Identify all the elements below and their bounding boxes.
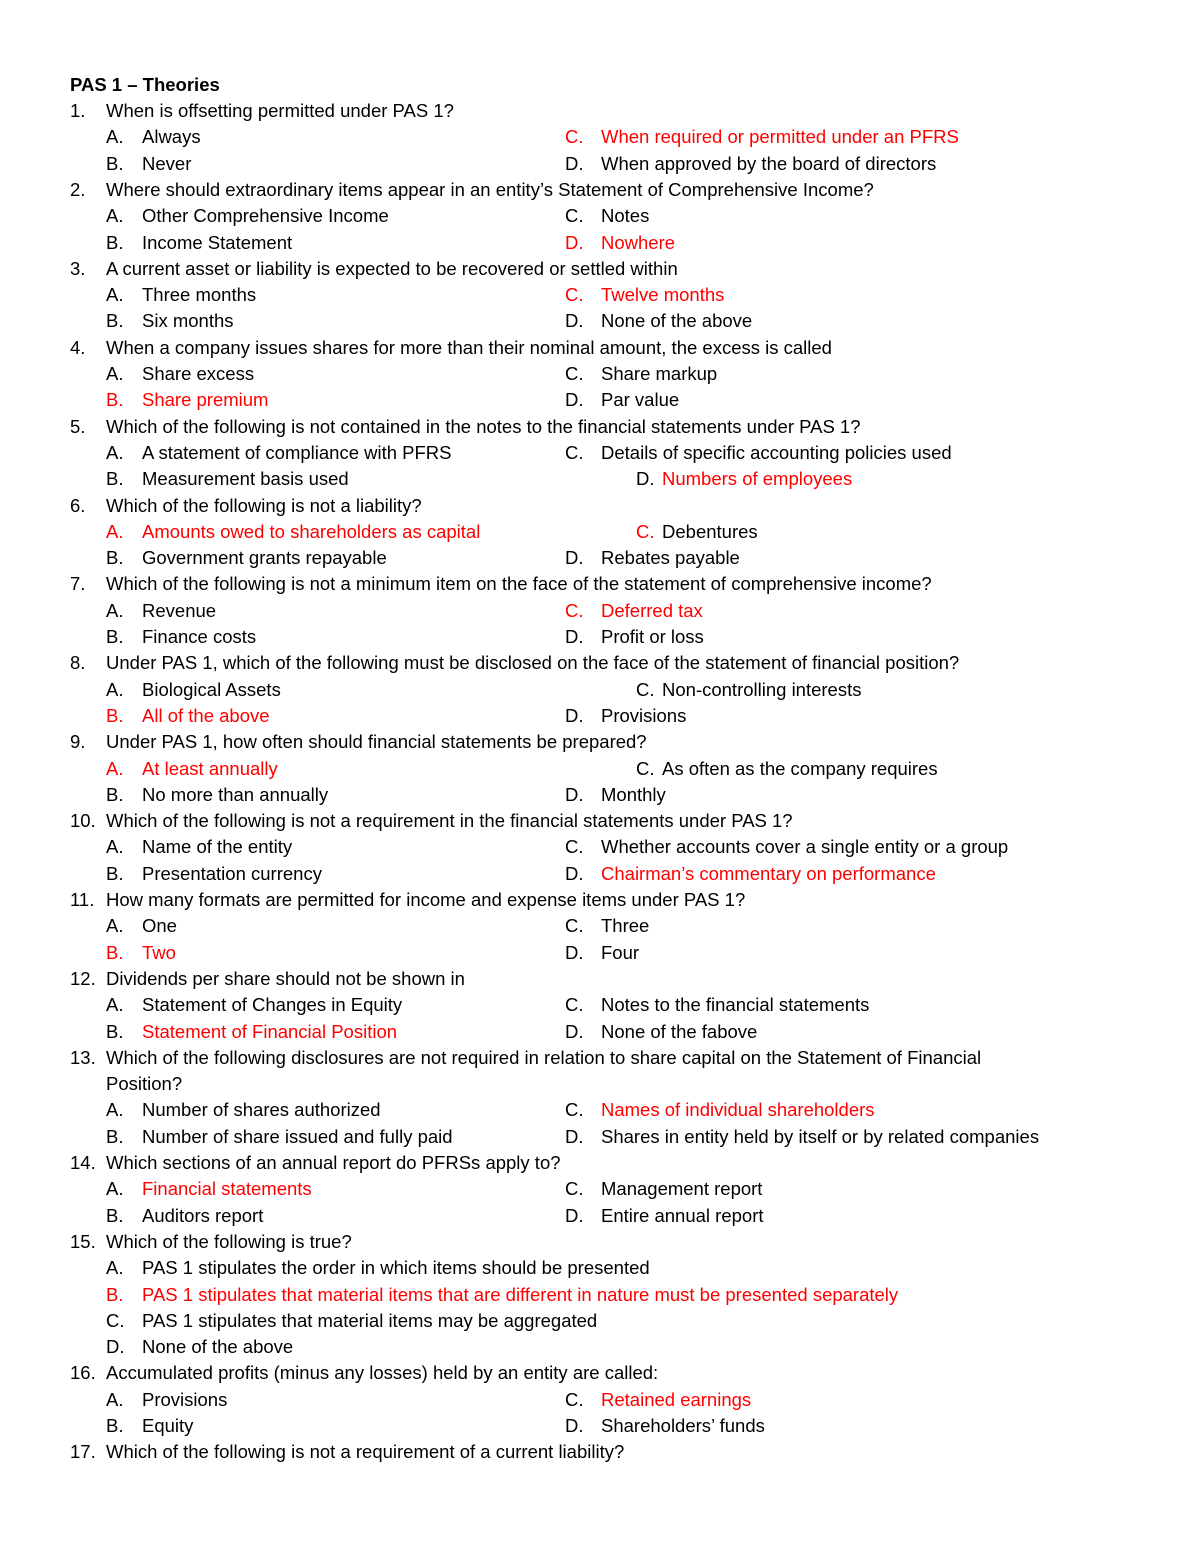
answer-option: [565, 203, 649, 229]
question-6: [0, 493, 1200, 519]
option-text: When required or permitted under an PFRS: [601, 126, 959, 148]
question-10: [0, 808, 1200, 834]
answer-option: [106, 624, 256, 650]
answer-option: [565, 387, 679, 413]
answer-option: [565, 703, 686, 729]
answer-option: [565, 124, 959, 150]
option-letter: D.: [565, 1204, 584, 1226]
option-letter: A.: [106, 915, 124, 937]
option-letter: D.: [565, 704, 584, 726]
answer-option: [106, 940, 176, 966]
option-row: [0, 1124, 1200, 1150]
answer-option: [106, 466, 349, 492]
answer-option: [565, 1097, 875, 1123]
question-15: [0, 1229, 1200, 1255]
option-letter: A.: [106, 363, 124, 384]
answer-option: [106, 1097, 381, 1123]
option-text: Income Statement: [142, 231, 293, 253]
option-text: Shareholders’ funds: [601, 1415, 765, 1436]
question-text: When a company issues shares for more than their nominal amount, the excess is called: [106, 336, 832, 358]
option-text: Debentures: [662, 520, 758, 542]
question-number: 14.: [70, 1152, 96, 1173]
question-text: Dividends per share should not be shown in: [106, 967, 465, 989]
option-row: [0, 1308, 1200, 1334]
option-text: Presentation currency: [142, 862, 322, 884]
option-letter: D.: [565, 783, 584, 805]
answer-option: [636, 756, 938, 782]
question-text: Which of the following is true?: [106, 1230, 352, 1252]
option-letter: A.: [106, 1388, 124, 1410]
option-text: Statement of Financial Position: [142, 1020, 398, 1042]
option-text: Shares in entity held by itself or by related companies: [601, 1125, 1040, 1147]
answer-option: [106, 1308, 597, 1334]
option-row: [0, 466, 1200, 492]
option-letter: A.: [106, 599, 124, 621]
option-letter: B.: [106, 468, 124, 490]
option-letter: B.: [106, 231, 124, 253]
option-letter: A.: [106, 678, 124, 700]
question-12: [0, 966, 1200, 992]
answer-option: [106, 545, 387, 571]
answer-option: [565, 940, 639, 966]
answer-option: [106, 756, 278, 782]
option-text: Finance costs: [142, 626, 257, 647]
option-text: Retained earnings: [601, 1388, 752, 1410]
answer-option: [106, 203, 389, 229]
option-row: [0, 1255, 1200, 1281]
option-letter: A.: [106, 1099, 124, 1121]
answer-option: [106, 1413, 193, 1439]
option-text: Government grants repayable: [142, 547, 387, 569]
option-letter: C.: [565, 126, 584, 148]
answer-option: [106, 1176, 312, 1202]
question-text: Where should extraordinary items appear in an entity’s Statement of Comprehensive Income?: [106, 178, 874, 200]
answer-option: [106, 1255, 650, 1281]
option-letter: C.: [565, 205, 584, 227]
option-text: Two: [142, 941, 176, 963]
option-letter: C.: [565, 1178, 584, 1200]
option-letter: D.: [565, 547, 584, 569]
question-9: [0, 729, 1200, 755]
option-letter: D.: [565, 389, 584, 411]
answer-option: [565, 545, 740, 571]
option-letter: B.: [106, 152, 124, 174]
question-number: 11.: [70, 889, 95, 910]
answer-option: [106, 440, 452, 466]
answer-option: [106, 308, 234, 334]
question-number: 1.: [70, 100, 86, 121]
option-letter: B.: [106, 1125, 124, 1147]
option-letter: D.: [565, 152, 584, 174]
option-row: [0, 1282, 1200, 1308]
question-number: 13.: [70, 1046, 96, 1068]
question-number: 6.: [70, 494, 86, 516]
option-text: One: [142, 915, 177, 937]
option-text: Management report: [601, 1178, 763, 1200]
option-row: [0, 1334, 1200, 1360]
answer-option: [565, 861, 936, 887]
option-letter: A.: [106, 520, 124, 542]
option-letter: B.: [106, 547, 124, 569]
option-row: [0, 387, 1200, 413]
option-text: Par value: [601, 389, 680, 411]
option-row: [0, 703, 1200, 729]
option-text: Three months: [142, 284, 257, 306]
answer-option: [565, 1387, 751, 1413]
question-14: [0, 1150, 1200, 1176]
option-letter: A.: [106, 1178, 124, 1200]
option-text: Profit or loss: [601, 626, 704, 647]
answer-option: [106, 1387, 227, 1413]
question-text: Accumulated profits (minus any losses) held by an entity are called:: [106, 1362, 659, 1384]
answer-option: [106, 598, 216, 624]
option-row: [0, 545, 1200, 571]
answer-option: [636, 519, 758, 545]
answer-option: [565, 1176, 762, 1202]
option-text: PAS 1 stipulates that material items may be aggregated: [142, 1309, 598, 1331]
answer-option: [106, 1334, 293, 1360]
question-text: When is offsetting permitted under PAS 1?: [106, 100, 454, 121]
option-text: Six months: [142, 310, 234, 332]
question-number: 10.: [70, 810, 96, 832]
option-letter: D.: [565, 231, 584, 253]
question-number: 4.: [70, 336, 86, 358]
question-16: [0, 1360, 1200, 1386]
option-text: When approved by the board of directors: [601, 152, 937, 174]
option-text: Number of shares authorized: [142, 1099, 381, 1121]
option-letter: D.: [565, 1415, 584, 1436]
option-letter: D.: [565, 862, 584, 884]
option-text: Chairman’s commentary on performance: [601, 862, 936, 884]
option-text: Entire annual report: [601, 1204, 764, 1226]
question-text: Under PAS 1, how often should financial statements be prepared?: [106, 731, 647, 753]
answer-option: [106, 230, 292, 256]
question-number: 3.: [70, 257, 86, 279]
option-row: [0, 282, 1200, 308]
option-row: [0, 1176, 1200, 1202]
option-letter: C.: [565, 1388, 584, 1410]
option-text: Notes: [601, 205, 650, 227]
option-letter: C.: [636, 678, 655, 700]
option-text: As often as the company requires: [662, 757, 938, 779]
option-row: [0, 598, 1200, 624]
option-row: [0, 1203, 1200, 1229]
option-letter: C.: [565, 915, 584, 937]
option-letter: C.: [636, 757, 655, 779]
question-text: Which of the following is not a liability?: [106, 494, 422, 516]
option-letter: A.: [106, 836, 124, 858]
option-text: Share premium: [142, 389, 269, 411]
option-row: [0, 756, 1200, 782]
question-number: 15.: [70, 1230, 96, 1252]
question-text: Which of the following is not contained in the notes to the financial statements under PAS 1?: [106, 415, 861, 437]
option-text: Financial statements: [142, 1178, 312, 1200]
option-text: Number of share issued and fully paid: [142, 1125, 453, 1147]
question-number: 12.: [70, 967, 96, 989]
answer-option: [565, 598, 703, 624]
option-text: Name of the entity: [142, 836, 293, 858]
question-2: [0, 177, 1200, 203]
option-row: [0, 308, 1200, 334]
option-text: Revenue: [142, 599, 217, 621]
question-7: [0, 571, 1200, 597]
question-8: [0, 650, 1200, 676]
option-letter: A.: [106, 441, 124, 463]
option-letter: B.: [106, 783, 124, 805]
answer-option: [565, 361, 717, 387]
answer-option: [636, 677, 861, 703]
option-text: Monthly: [601, 783, 666, 805]
option-text: Rebates payable: [601, 547, 740, 569]
option-letter: B.: [106, 310, 124, 332]
question-number: 8.: [70, 652, 86, 674]
option-text: Twelve months: [601, 284, 725, 306]
option-text: Provisions: [601, 704, 687, 726]
option-letter: C.: [106, 1309, 125, 1331]
question-4: [0, 335, 1200, 361]
option-letter: B.: [106, 626, 124, 647]
option-row: [0, 230, 1200, 256]
option-row: [0, 782, 1200, 808]
option-letter: B.: [106, 1283, 124, 1305]
question-number: 2.: [70, 178, 86, 200]
option-row: [0, 203, 1200, 229]
answer-option: [565, 782, 666, 808]
option-letter: A.: [106, 205, 124, 227]
question-text: Which of the following disclosures are not required in relation to share capital on the Statement of Financial: [106, 1046, 982, 1068]
option-letter: C.: [565, 994, 584, 1016]
option-letter: D.: [565, 310, 584, 332]
answer-option: [106, 913, 177, 939]
option-text: Auditors report: [142, 1204, 264, 1226]
option-text: Details of specific accounting policies used: [601, 441, 952, 463]
answer-option: [565, 308, 752, 334]
question-11: [0, 887, 1200, 913]
option-text: Share excess: [142, 363, 255, 384]
option-row: [0, 1387, 1200, 1413]
option-row: [0, 992, 1200, 1018]
option-letter: C.: [636, 520, 655, 542]
option-letter: D.: [565, 941, 584, 963]
option-row: [0, 940, 1200, 966]
option-row: [0, 1097, 1200, 1123]
option-letter: C.: [565, 441, 584, 463]
option-letter: B.: [106, 1415, 124, 1436]
option-text: Numbers of employees: [662, 468, 853, 490]
question-text: Which of the following is not a requirement in the financial statements under PAS 1?: [106, 810, 793, 832]
option-letter: B.: [106, 1204, 124, 1226]
option-text: Amounts owed to shareholders as capital: [142, 520, 481, 542]
option-text: Names of individual shareholders: [601, 1099, 875, 1121]
question-1: [0, 98, 1200, 124]
option-row: [0, 913, 1200, 939]
question-text: A current asset or liability is expected to be recovered or settled within: [106, 257, 678, 279]
option-row: [0, 361, 1200, 387]
answer-option: [106, 1282, 898, 1308]
option-letter: A.: [106, 757, 124, 779]
answer-option: [565, 1203, 764, 1229]
question-13: [0, 1045, 1200, 1071]
option-text: At least annually: [142, 757, 278, 779]
option-row: [0, 1019, 1200, 1045]
answer-option: [106, 1124, 453, 1150]
option-letter: C.: [565, 599, 584, 621]
answer-option: [106, 861, 322, 887]
question-text: Which sections of an annual report do PFRSs apply to?: [106, 1152, 561, 1173]
question-text: Which of the following is not a minimum item on the face of the statement of comprehensive income?: [106, 573, 932, 595]
option-row: [0, 861, 1200, 887]
answer-option: [565, 834, 1008, 860]
option-text: Other Comprehensive Income: [142, 205, 389, 227]
question-number: 9.: [70, 731, 86, 753]
option-row: [0, 1413, 1200, 1439]
question-continuation: [0, 1071, 1200, 1097]
question-number: 5.: [70, 415, 86, 437]
option-text: Notes to the financial statements: [601, 994, 870, 1016]
option-letter: B.: [106, 704, 124, 726]
option-row: [0, 677, 1200, 703]
option-row: [0, 834, 1200, 860]
answer-option: [106, 677, 281, 703]
question-text: Position?: [106, 1073, 183, 1095]
option-text: Deferred tax: [601, 599, 703, 621]
option-letter: C.: [565, 836, 584, 858]
answer-option: [636, 466, 852, 492]
option-text: A statement of compliance with PFRS: [142, 441, 452, 463]
option-letter: B.: [106, 389, 124, 411]
option-row: [0, 624, 1200, 650]
answer-option: [565, 624, 704, 650]
answer-option: [106, 124, 201, 150]
option-row: [0, 124, 1200, 150]
answer-option: [106, 834, 292, 860]
option-text: Nowhere: [601, 231, 676, 253]
option-letter: C.: [565, 284, 584, 306]
option-text: Non-controlling interests: [662, 678, 862, 700]
option-text: Always: [142, 126, 201, 148]
question-3: [0, 256, 1200, 282]
answer-option: [565, 1019, 757, 1045]
answer-option: [106, 703, 270, 729]
question-text: Which of the following is not a requirement of a current liability?: [106, 1441, 625, 1463]
option-text: Share markup: [601, 363, 718, 384]
option-text: Biological Assets: [142, 678, 281, 700]
option-text: No more than annually: [142, 783, 329, 805]
option-text: None of the above: [601, 310, 753, 332]
option-text: Three: [601, 915, 650, 937]
option-text: PAS 1 stipulates the order in which items should be presented: [142, 1257, 650, 1279]
option-letter: C.: [565, 1099, 584, 1121]
option-letter: A.: [106, 284, 124, 306]
answer-option: [565, 151, 936, 177]
answer-option: [565, 1124, 1039, 1150]
question-number: 16.: [70, 1362, 96, 1384]
answer-option: [565, 1413, 765, 1439]
answer-option: [106, 782, 328, 808]
option-letter: C.: [565, 363, 584, 384]
option-text: None of the above: [142, 1336, 294, 1358]
answer-option: [565, 992, 869, 1018]
option-text: Four: [601, 941, 640, 963]
answer-option: [565, 230, 675, 256]
option-letter: B.: [106, 1020, 124, 1042]
option-letter: B.: [106, 862, 124, 884]
answer-option: [565, 440, 952, 466]
option-row: [0, 151, 1200, 177]
answer-option: [106, 361, 254, 387]
option-letter: A.: [106, 126, 124, 148]
question-5: [0, 414, 1200, 440]
option-text: Statement of Changes in Equity: [142, 994, 403, 1016]
option-text: Measurement basis used: [142, 468, 349, 490]
option-letter: B.: [106, 941, 124, 963]
answer-option: [106, 387, 268, 413]
option-row: [0, 519, 1200, 545]
answer-option: [106, 282, 256, 308]
option-letter: A.: [106, 994, 124, 1016]
answer-option: [106, 992, 402, 1018]
question-text: Under PAS 1, which of the following must be disclosed on the face of the statement of financial position?: [106, 652, 960, 674]
answer-option: [565, 913, 649, 939]
question-17: [0, 1439, 1200, 1465]
option-letter: D.: [565, 1020, 584, 1042]
question-number: 7.: [70, 573, 86, 595]
option-letter: D.: [106, 1336, 125, 1358]
option-text: Whether accounts cover a single entity or a group: [601, 836, 1009, 858]
answer-option: [565, 282, 724, 308]
option-text: None of the fabove: [601, 1020, 758, 1042]
option-letter: D.: [565, 1125, 584, 1147]
answer-option: [106, 1019, 397, 1045]
option-row: [0, 440, 1200, 466]
option-text: Equity: [142, 1415, 194, 1436]
answer-option: [106, 151, 191, 177]
option-letter: A.: [106, 1257, 124, 1279]
question-text: How many formats are permitted for income and expense items under PAS 1?: [106, 889, 746, 910]
page-title: PAS 1 – Theories: [70, 74, 220, 95]
option-letter: D.: [565, 626, 584, 647]
option-text: Provisions: [142, 1388, 228, 1410]
option-text: PAS 1 stipulates that material items that are different in nature must be presented separately: [142, 1283, 899, 1305]
answer-option: [106, 519, 480, 545]
option-text: Never: [142, 152, 192, 174]
question-number: 17.: [70, 1441, 96, 1463]
option-letter: D.: [636, 468, 655, 490]
answer-option: [106, 1203, 263, 1229]
option-text: All of the above: [142, 704, 270, 726]
